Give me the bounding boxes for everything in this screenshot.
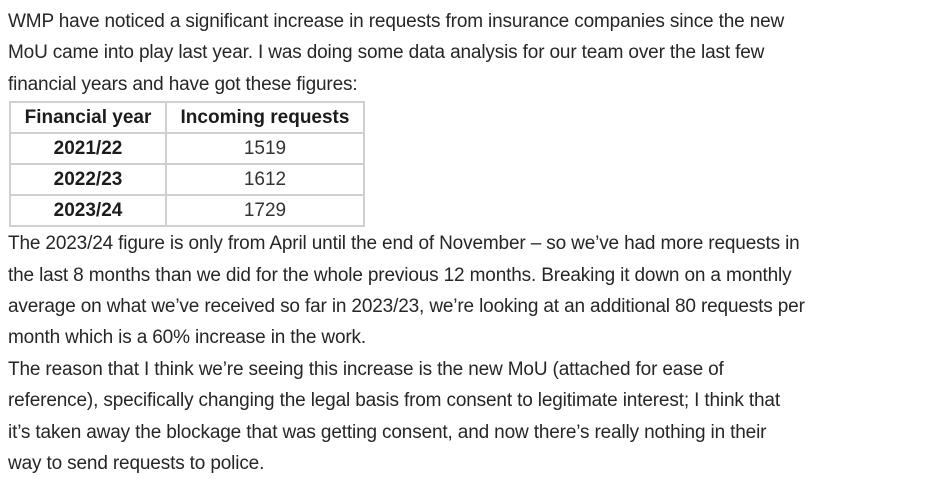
text-line: the last 8 months than we did for the whole previous 12 months. Breaking it down on a monthly: [8, 264, 792, 286]
text-line: reference), specifically changing the legal basis from consent to legitimate interest; I think that: [8, 390, 780, 412]
analysis-paragraph: [8, 228, 919, 354]
text-line: financial years and have got these figures:: [8, 73, 358, 95]
year-cell: 2023/24: [10, 195, 166, 226]
figures-table: [9, 101, 365, 227]
requests-cell: 1612: [166, 164, 364, 195]
text-line: MoU came into play last year. I was doing some data analysis for our team over the last few: [8, 42, 765, 64]
column-header-incoming-requests: Incoming requests: [166, 102, 364, 133]
text-line: month which is a 60% increase in the work.: [8, 327, 367, 349]
table-header-row: [10, 102, 364, 133]
text-line: WMP have noticed a significant increase in requests from insurance companies since the new: [8, 11, 785, 32]
requests-cell: 1729: [166, 195, 364, 226]
text-line: it’s taken away the blockage that was getting consent, and now there’s really nothing in their: [8, 421, 767, 443]
column-header-financial-year: Financial year: [10, 102, 166, 133]
text-line: way to send requests to police.: [8, 453, 265, 475]
text-line: The reason that I think we’re seeing this increase is the new MoU (attached for ease of: [8, 358, 724, 380]
requests-cell: 1519: [166, 133, 364, 164]
year-cell: 2021/22: [10, 133, 166, 164]
table-row: [10, 195, 364, 226]
reason-paragraph: [8, 354, 919, 479]
year-cell: 2022/23: [10, 164, 166, 195]
text-line: average on what we’ve received so far in 2023/23, we’re looking at an additional 80 requests per: [8, 296, 805, 318]
table-row: [10, 164, 364, 195]
table-row: [10, 133, 364, 164]
intro-paragraph: [8, 6, 919, 100]
text-line: The 2023/24 figure is only from April until the end of November – so we’ve had more requests in: [8, 233, 800, 255]
